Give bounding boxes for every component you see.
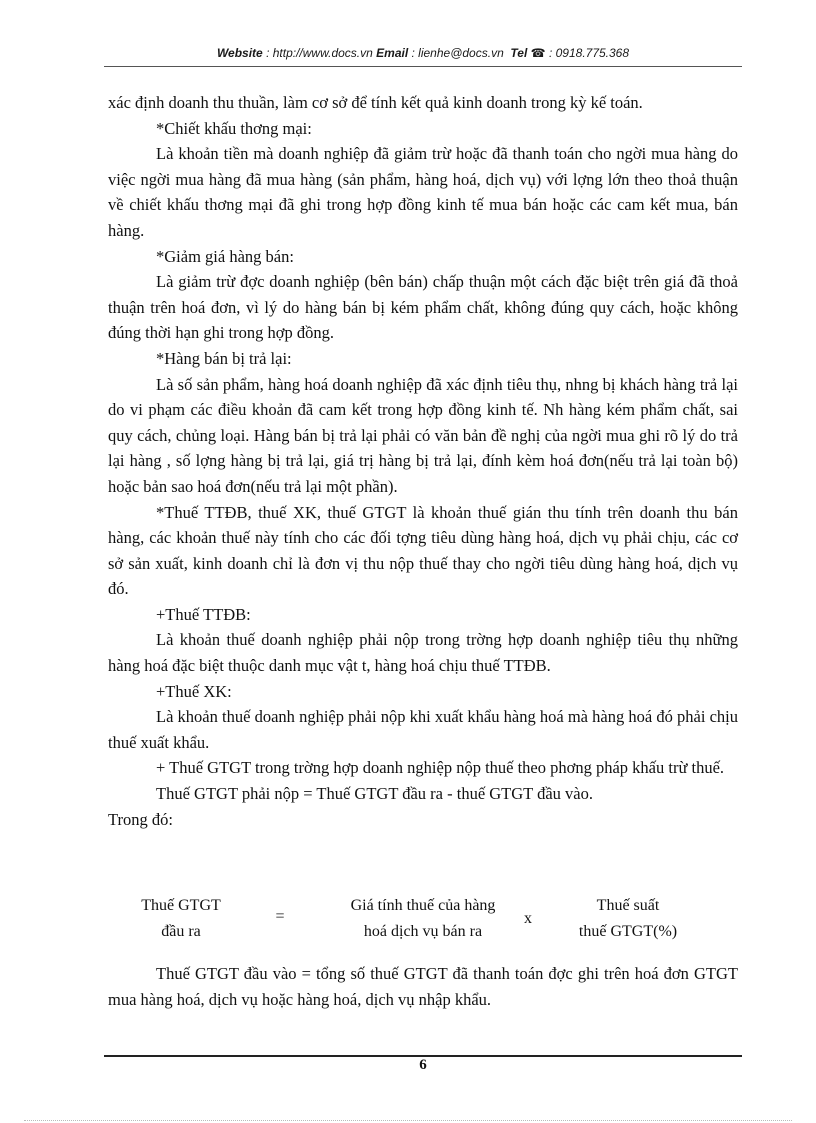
page-bottom-dotted-rule	[24, 1120, 792, 1121]
formula-right-bottom: thuế GTGT(%)	[578, 923, 678, 940]
formula-gtgt-phai-nop: Thuế GTGT phải nộp = Thuế GTGT đầu ra - thuế GTGT đầu vào.	[156, 784, 593, 804]
heading-chiet-khau: *Chiết khấu thơng mại:	[156, 118, 312, 138]
document-body-continued	[108, 961, 738, 1012]
formula-middle-bottom: hoá dịch vụ bán ra	[363, 923, 483, 940]
formula-left-bottom: đầu ra	[161, 923, 201, 940]
page-number: 6	[419, 1057, 427, 1073]
equals-sign: =	[275, 908, 285, 925]
formula-middle	[308, 893, 538, 945]
website-label: Website	[216, 46, 263, 60]
heading-hang-ban-tra-lai: *Hàng bán bị trả lại:	[156, 348, 292, 368]
heading-giam-gia: *Giảm giá hàng bán:	[156, 246, 294, 266]
trong-do-label: Trong đó:	[108, 809, 173, 829]
paragraph: *Thuế TTĐB, thuế XK, thuế GTGT là khoản thuế gián thu tính trên doanh thu bán hàng, các khoản thuế này tính cho các đối tợng tiêu dùng hàng hoá, dịch vụ phải chịu, các cơ sở sản xuất, kinh doanh chỉ là đơn vị thu nộp thuế thay cho ngời tiêu dùng hàng hoá, dịch vụ đó.	[108, 502, 738, 599]
page-header	[104, 46, 742, 60]
tel-label: Tel	[510, 46, 528, 60]
paragraph: Thuế GTGT đầu vào = tổng số thuế GTGT đã thanh toán đợc ghi trên hoá đơn GTGT mua hàng hoá, dịch vụ hoặc hàng hoá, dịch vụ nhập khẩu.	[108, 964, 738, 1009]
header-divider	[104, 66, 742, 67]
paragraph: Là khoản thuế doanh nghiệp phải nộp trong trờng hợp doanh nghiệp tiêu thụ những hàng hoá đặc biệt thuộc danh mục vật t, hàng hoá chịu thuế TTĐB.	[108, 630, 738, 676]
paragraph: xác định doanh thu thuần, làm cơ sở để tính kết quả kinh doanh trong kỳ kế toán.	[108, 93, 643, 112]
paragraph: Là giảm trừ đợc doanh nghiệp (bên bán) chấp thuận một cách đặc biệt trên giá đã thoả thuận trên hoá đơn, vì lý do hàng bán bị kém phẩm chất, không đúng quy cách, hoặc không đúng thời hạn ghi trong hợp đồng.	[108, 272, 738, 343]
paragraph: Là khoản tiền mà doanh nghiệp đã giảm trừ hoặc đã thanh toán cho ngời mua hàng do việc ngời mua hàng đã mua hàng (sản phẩm, hàng hoá, dịch vụ) với lợng lớn theo thoả thuận về chiết khấu thơng mại đã ghi trong hợp đồng kinh tế mua bán hoặc các cam kết mua, bán hàng.	[108, 144, 738, 240]
website-url[interactable]: http://www.docs.vn	[272, 46, 373, 60]
phone-icon: ☎	[530, 46, 546, 60]
formula-middle-top: Giá tính thuế của hàng	[350, 897, 496, 914]
formula-gtgt-dau-ra	[108, 893, 738, 949]
times-sign: x	[524, 910, 532, 927]
email-label: Email	[376, 46, 409, 60]
formula-right-top: Thuế suất	[596, 897, 660, 914]
heading-thue-ttdb: +Thuế TTĐB:	[156, 604, 251, 624]
paragraph: Là khoản thuế doanh nghiệp phải nộp khi xuất khẩu hàng hoá mà hàng hoá đó phải chịu thuế xuất khẩu.	[108, 707, 738, 752]
formula-left-top: Thuế GTGT	[141, 897, 221, 914]
tel-value: : 0918.775.368	[545, 46, 630, 60]
document-body	[108, 90, 738, 832]
heading-thue-xk: +Thuế XK:	[156, 681, 232, 701]
paragraph: Là số sản phẩm, hàng hoá doanh nghiệp đã xác định tiêu thụ, nhng bị khách hàng trả lại do vi phạm các điều khoản đã cam kết trong hợp đồng kinh tế. Nh hàng kém phẩm chất, sai quy cách, chủng loại. Hàng bán bị trả lại phải có văn bản đề nghị của ngời mua ghi rõ lý do trả lại hàng , số lợng hàng bị trả lại, giá trị hàng bị trả lại, đính kèm hoá đơn(nếu trả lại toàn bộ) hoặc bản sao hoá đơn(nếu trả lại một phần).	[108, 374, 738, 496]
email-separator: :	[408, 46, 419, 60]
email-value[interactable]: lienhe@docs.vn	[418, 46, 504, 60]
paragraph: + Thuế GTGT trong trờng hợp doanh nghiệp nộp thuế theo phơng pháp khấu trừ thuế.	[156, 758, 725, 778]
formula-left	[116, 893, 246, 945]
website-separator: :	[262, 46, 273, 60]
formula-right	[558, 893, 698, 945]
